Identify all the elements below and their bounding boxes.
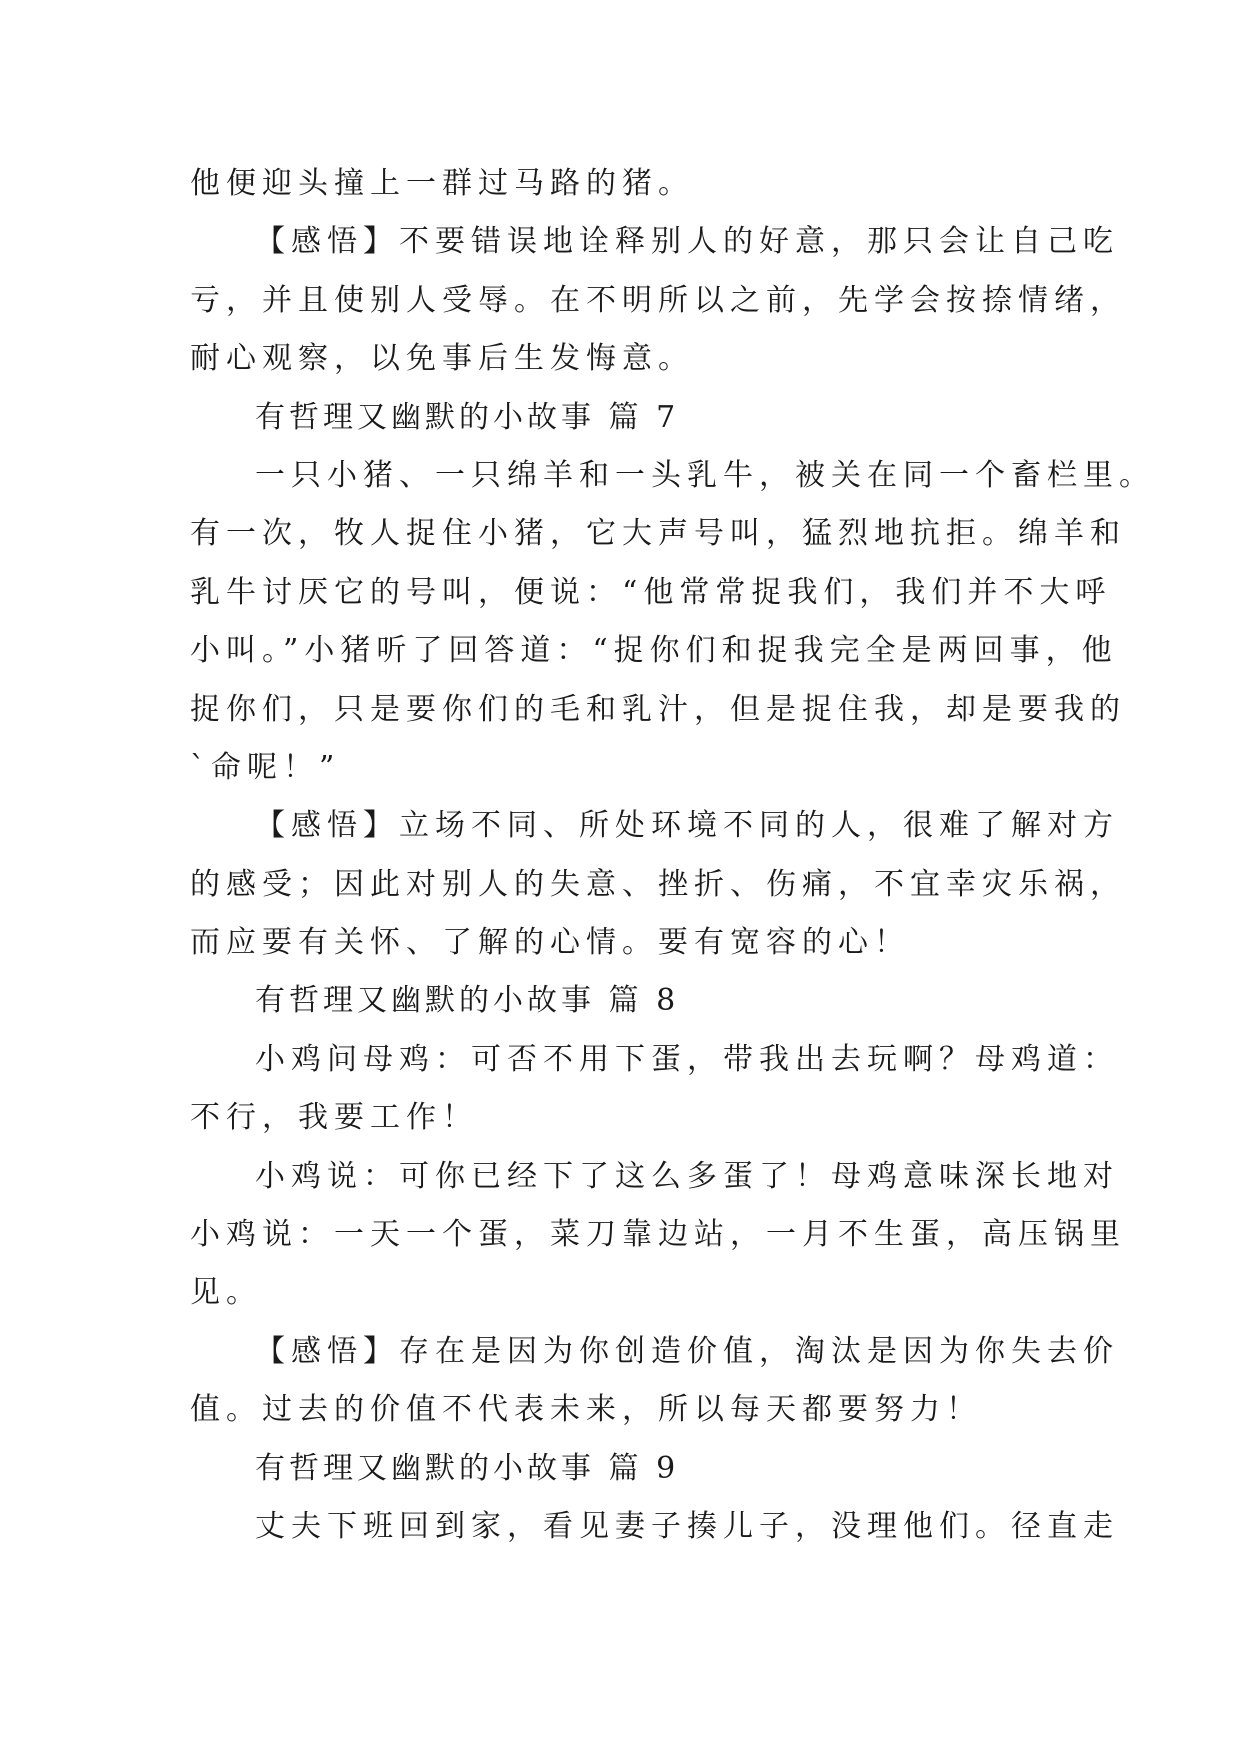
text-line: 不行，我要工作！ (190, 1100, 478, 1136)
text-line: 他便迎头撞上一群过马路的猪。 (190, 166, 694, 201)
document-body (190, 155, 1155, 1556)
text-line: 值。过去的价值不代表未来，所以每天都要努力！ (190, 1392, 982, 1428)
text-line: 的感受；因此对别人的失意、挫折、伤痛，不宜幸灾乐祸， (190, 866, 1126, 902)
text-line: 而应要有关怀、了解的心情。要有宽容的心！ (190, 925, 910, 961)
text-line: 小鸡说：一天一个蛋，菜刀靠边站，一月不生蛋，高压锅里 (190, 1217, 1126, 1253)
section-heading: 有哲理又幽默的小故事 篇 7 (255, 399, 680, 435)
text-line: 【感悟】不要错误地诠释别人的好意，那只会让自己吃 (255, 224, 1119, 260)
text-line: 捉你们，只是要你们的毛和乳汁，但是捉住我，却是要我的 (190, 691, 1126, 727)
text-line: 丈夫下班回到家，看见妻子揍儿子，没理他们。径直走 (255, 1508, 1119, 1544)
text-line: `命呢！” (190, 749, 341, 785)
text-line: 耐心观察，以免事后生发悔意。 (190, 341, 694, 377)
text-line: 有一次，牧人捉住小猪，它大声号叫，猛烈地抗拒。绵羊和 (190, 516, 1126, 552)
text-line: 乳牛讨厌它的号叫，便说：“他常常捉我们，我们并不大呼 (190, 574, 1112, 610)
text-line: 小鸡问母鸡：可否不用下蛋，带我出去玩啊？母鸡道： (255, 1041, 1119, 1077)
text-line: 一只小猪、一只绵羊和一头乳牛，被关在同一个畜栏里。 (255, 457, 1155, 493)
section-heading: 有哲理又幽默的小故事 篇 9 (255, 1450, 680, 1486)
text-line: 小鸡说：可你已经下了这么多蛋了！母鸡意味深长地对 (255, 1158, 1119, 1194)
text-line: 见。 (190, 1275, 262, 1311)
text-line: 小叫。”小猪听了回答道：“捉你们和捉我完全是两回事，他 (190, 633, 1118, 669)
text-line: 亏，并且使别人受辱。在不明所以之前，先学会按捺情绪， (190, 282, 1126, 318)
text-line: 【感悟】立场不同、所处环境不同的人，很难了解对方 (255, 808, 1119, 844)
text-line: 【感悟】存在是因为你创造价值，淘汰是因为你失去价 (255, 1333, 1119, 1369)
section-heading: 有哲理又幽默的小故事 篇 8 (255, 983, 680, 1019)
